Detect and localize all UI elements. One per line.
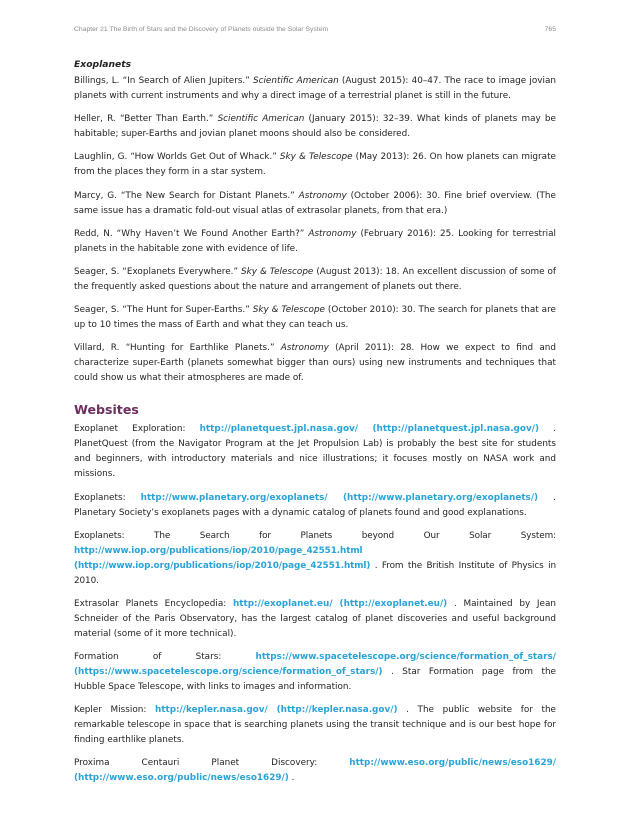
entry-source: Astronomy xyxy=(280,343,329,354)
website-entry xyxy=(74,491,556,521)
website-name: Kepler Mission: xyxy=(74,705,155,716)
website-entry xyxy=(74,422,556,482)
website-name: Exoplanet Exploration: xyxy=(74,424,200,435)
website-description: . PlanetQuest (from the Navigator Program at the Jet Propulsion Lab) is probably the best site for students and beginners, with introductory materials and nice illustrations; it focuses mostly on NASA work and missions. xyxy=(74,424,556,480)
page-number: 765 xyxy=(544,26,556,33)
entry-description: (August 2015): 40–47. The race to image jovian planets with current instruments and why a direct image of a terrestrial planet is still in the future. xyxy=(74,76,556,101)
website-description: . Planetary Society’s exoplanets pages with a dynamic catalog of planets found and good explanations. xyxy=(74,492,556,518)
website-link[interactable]: http://exoplanet.eu/ (http://exoplanet.eu/) xyxy=(232,598,448,609)
website-link[interactable]: http://www.eso.org/public/news/eso1629/ (http://www.eso.org/public/news/eso1629/) xyxy=(74,758,556,784)
entry-description: (January 2015): 32–39. What kinds of planets may be habitable; super-Earths and jovian planet moons should also be considered. xyxy=(74,114,556,140)
websites-list xyxy=(74,422,556,786)
website-name: Proxima Centauri Planet Discovery: xyxy=(74,758,350,769)
website-name: Exoplanets: xyxy=(74,492,141,503)
entry-citation: Villard, R. “Hunting for Earthlike Planets.” xyxy=(74,343,281,354)
website-entry xyxy=(74,756,556,786)
website-link[interactable]: http://kepler.nasa.gov/ (http://kepler.nasa.gov/) xyxy=(154,705,398,716)
exoplanets-heading: Exoplanets xyxy=(74,59,132,70)
reading-entry xyxy=(74,341,556,386)
reading-entry xyxy=(74,265,556,295)
website-description: . Maintained by Jean Schneider of the Paris Observatory, has the largest catalog of planet discoveries and useful background material (some of it more technical). xyxy=(74,598,556,639)
website-link[interactable]: http://www.iop.org/publications/iop/2010/page_42551.html (http://www.iop.org/publications/iop/2010/page_42551.html) xyxy=(74,545,371,571)
chapter-title: Chapter 21 The Birth of Stars and the Discovery of Planets outside the Solar System xyxy=(74,26,329,33)
entry-description: (February 2016): 25. Looking for terrestrial planets in the habitable zone with evidence of life. xyxy=(74,228,556,254)
entry-source: Sky & Telescope xyxy=(252,305,325,316)
entry-source: Astronomy xyxy=(308,228,357,239)
exoplanets-reading-list xyxy=(74,74,556,386)
entry-citation: Laughlin, G. “How Worlds Get Out of Whack.” xyxy=(74,152,280,163)
reading-entry xyxy=(74,189,556,219)
reading-entry xyxy=(74,303,556,333)
websites-heading: Websites xyxy=(74,402,139,418)
entry-description: (October 2010): 30. The search for planets that are up to 10 times the mass of Earth and what they can teach us. xyxy=(74,305,556,331)
entry-description: (April 2011): 28. How we expect to find and characterize super-Earth (planets somewhat bigger than ours) using new instruments and techniques that could show us what their atmospheres are made of. xyxy=(74,343,556,384)
entry-citation: Marcy, G. “The New Search for Distant Planets.” xyxy=(74,190,299,201)
entry-citation: Heller, R. “Better Than Earth.” xyxy=(74,114,218,125)
website-entry xyxy=(74,650,556,695)
website-description: . From the British Institute of Physics in 2010. xyxy=(74,560,556,586)
website-entry xyxy=(74,529,556,589)
entry-description: (August 2013): 18. An excellent discussion of some of the frequently asked questions about the nature and arrangement of planets out there. xyxy=(74,266,556,292)
website-description: . The public website for the remarkable telescope in space that is searching planets using the transit technique and is our best hope for finding earthlike planets. xyxy=(74,705,556,746)
website-entry xyxy=(74,703,556,748)
entry-description: (October 2006): 30. Fine brief overview. (The same issue has a dramatic fold-out visual atlas of extrasolar planets, from that era.) xyxy=(74,190,556,216)
reading-entry xyxy=(74,227,556,257)
entry-citation: Redd, N. “Why Haven’t We Found Another Earth?” xyxy=(74,228,309,239)
entry-description: (May 2013): 26. On how planets can migrate from the places they form in a star system. xyxy=(74,152,556,178)
website-link[interactable]: https://www.spacetelescope.org/science/formation_of_stars/ (https://www.spacetelescope.org/science/formation_of_stars/) xyxy=(74,652,556,678)
entry-source: Scientific American xyxy=(253,76,339,86)
reading-entry xyxy=(74,74,556,104)
website-link[interactable]: http://www.planetary.org/exoplanets/ (http://www.planetary.org/exoplanets/) xyxy=(140,492,539,503)
entry-source: Astronomy xyxy=(298,190,347,201)
entry-citation: Seager, S. “Exoplanets Everywhere.” xyxy=(74,266,242,277)
website-description: . xyxy=(288,773,295,784)
reading-entry xyxy=(74,112,556,142)
entry-source: Sky & Telescope xyxy=(279,152,353,163)
website-name: Extrasolar Planets Encyclopedia: xyxy=(74,598,233,609)
website-name: Exoplanets: The Search for Planets beyond Our Solar System: xyxy=(74,530,556,541)
website-description: . Star Formation page from the Hubble Space Telescope, with links to images and information. xyxy=(74,667,556,693)
reading-entry xyxy=(74,150,556,180)
website-name: Formation of Stars: xyxy=(74,652,256,663)
website-entry xyxy=(74,597,556,642)
entry-source: Sky & Telescope xyxy=(241,266,314,277)
main-content xyxy=(74,59,556,795)
entry-citation: Billings, L. “In Search of Alien Jupiters.” xyxy=(74,76,253,86)
entry-citation: Seager, S. “The Hunt for Super-Earths.” xyxy=(74,305,253,316)
entry-source: Scientific American xyxy=(217,114,305,125)
website-link[interactable]: http://planetquest.jpl.nasa.gov/ (http://planetquest.jpl.nasa.gov/) xyxy=(199,424,539,435)
running-header xyxy=(74,26,556,33)
